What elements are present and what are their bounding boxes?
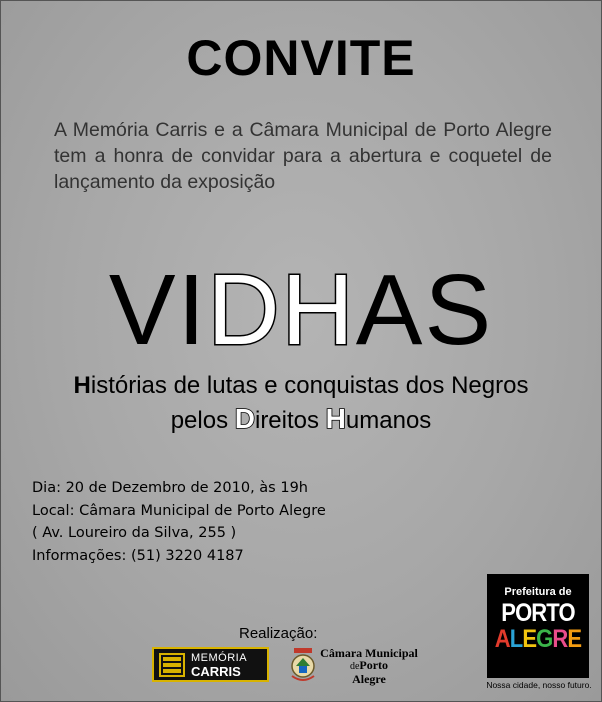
intro-line-3: abertura e coquetel de lançamento da exposição [54, 145, 552, 193]
city-name-porto: PORTO [501, 599, 575, 627]
exhibition-name-highlight: DH [207, 254, 356, 366]
exhibition-name-part-3: AS [355, 254, 494, 366]
camara-logo-de: de [349, 661, 360, 672]
event-place: Local: Câmara Municipal de Porto Alegre [32, 502, 326, 519]
event-date: Dia: 20 de Dezembro de 2010, às 19h [32, 480, 308, 496]
exhibition-name [1, 255, 601, 365]
camara-logo-line-1: Câmara Municipal [320, 646, 418, 660]
memoria-carris-logo [152, 647, 269, 682]
carris-logo-line-2: CARRIS [191, 663, 241, 679]
event-address: ( Av. Loureiro da Silva, 255 ) [32, 525, 237, 541]
subtitle-initial-h: H [73, 372, 91, 399]
alegre-letter: R [552, 625, 568, 653]
alegre-letter: A [494, 625, 510, 653]
page-title: CONVITE [186, 30, 416, 86]
alegre-letter: E [567, 625, 582, 653]
event-details [32, 477, 326, 567]
exhibition-name-part-1: VI [108, 254, 208, 366]
subtitle-line-2-end: umanos [345, 407, 432, 434]
camara-seal-icon [288, 646, 318, 684]
exhibition-subtitle [1, 369, 601, 437]
alegre-letter: G [536, 625, 553, 653]
intro-line-1: A Memória Carris e a Câmara Municipal de [54, 119, 437, 141]
subtitle-line-2-mid: ireitos [254, 407, 326, 434]
subtitle-line-2 [1, 402, 601, 437]
intro-text [54, 117, 552, 195]
carris-logo-line-1: MEMÓRIA [191, 651, 248, 664]
event-info-phone: Informações: (51) 3220 4187 [32, 547, 244, 564]
prefeitura-label: Prefeitura de [504, 586, 572, 598]
realizacao-label: Realização: [239, 625, 318, 642]
camara-municipal-logo-text [319, 647, 419, 685]
camara-logo-porto: Porto [359, 658, 389, 672]
subtitle-initial-d: D [234, 403, 255, 434]
city-name-alegre [493, 626, 583, 652]
camara-logo-line-3: Alegre [352, 672, 386, 686]
alegre-letter: L [509, 625, 523, 653]
alegre-letter: E [522, 625, 537, 653]
subtitle-initial-h2: H [325, 403, 346, 434]
intro-line-2: Porto Alegre tem a honra de convidar para a [54, 119, 552, 167]
subtitle-line-1-text: istórias de lutas e conquistas dos Negros [90, 372, 529, 399]
tram-icon [159, 653, 185, 677]
prefeitura-slogan: Nossa cidade, nosso futuro. [486, 680, 592, 690]
prefeitura-porto-alegre-logo [487, 574, 589, 678]
carris-logo-text [191, 652, 247, 678]
subtitle-line-2-pre: pelos [170, 407, 235, 434]
subtitle-line-1 [1, 369, 601, 402]
camara-logo-line-2 [319, 659, 419, 673]
